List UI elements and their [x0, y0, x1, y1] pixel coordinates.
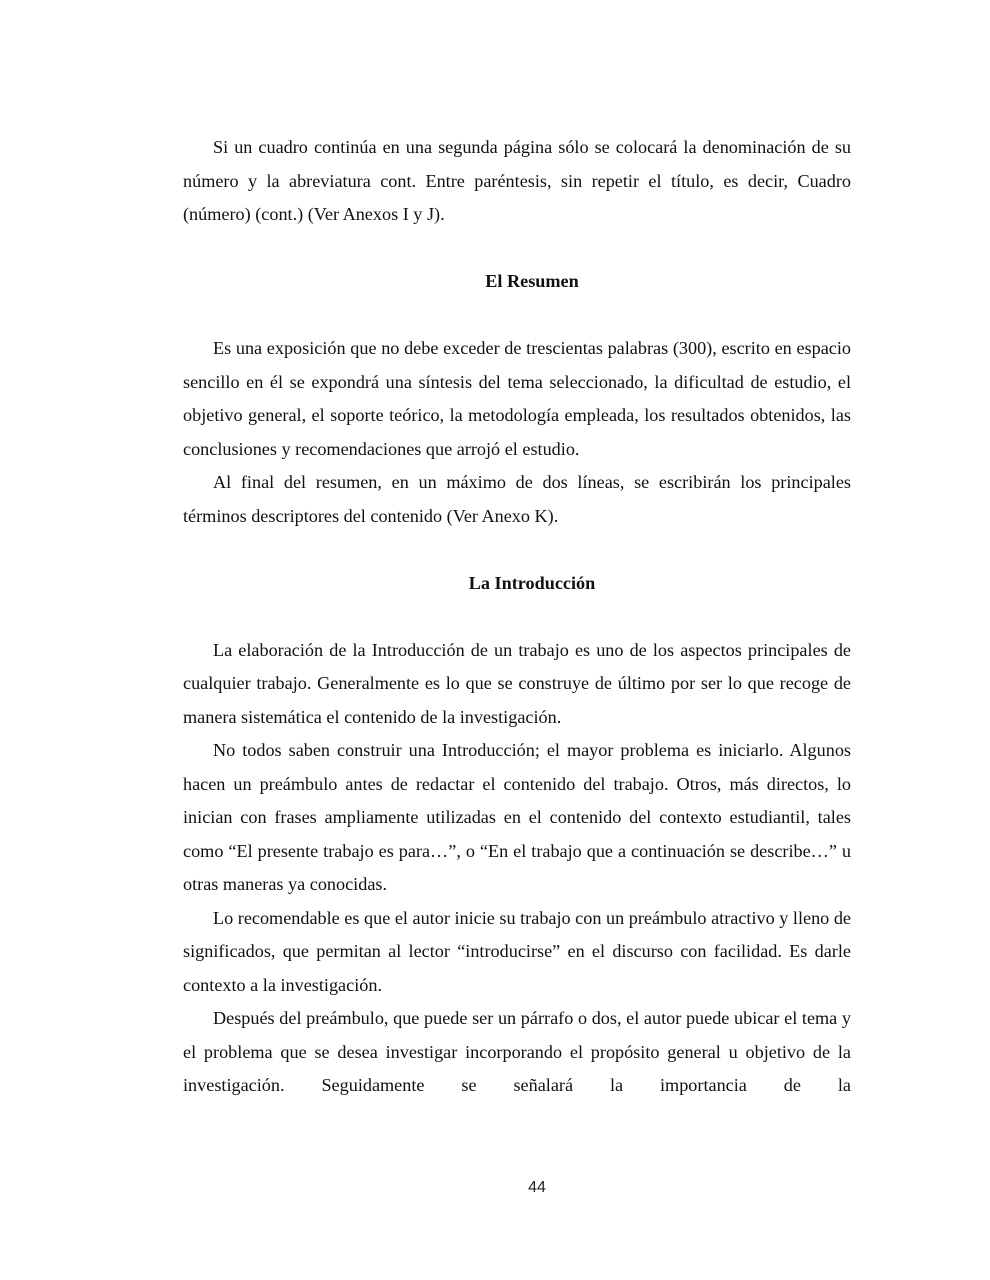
- spacer: [183, 232, 851, 266]
- page-number: 44: [528, 1179, 546, 1196]
- paragraph-resumen-definition: Es una exposición que no debe exceder de trescientas palabras (300), escrito en espacio sencillo en él se expondrá una síntesis del tema seleccionado, la dificultad de estudio, el objetivo general, el soporte teórico, la metodología empleada, los resultados obtenidos, las conclusiones y recomendaciones que arrojó el estudio.: [183, 338, 851, 459]
- paragraph-cuadro-continuation: Si un cuadro continúa en una segunda página sólo se colocará la denominación de su número y la abreviatura cont. Entre paréntesis, sin repetir el título, es decir, Cuadro (número) (cont.) (Ver Anexos I y J).: [183, 137, 851, 224]
- paragraph-introduccion-problem: No todos saben construir una Introducción; el mayor problema es iniciarlo. Algunos hacen un preámbulo antes de redactar el contenido del trabajo. Otros, más directos, lo inician con frases ampliamente utilizadas en el contenido del contexto estudiantil, tales como “El presente trabajo es para…”, o “En el trabajo que a continuación se describe…” u otras maneras ya conocidas.: [183, 740, 851, 894]
- paragraph-introduccion-importance: La elaboración de la Introducción de un trabajo es uno de los aspectos principales de cualquier trabajo. Generalmente es lo que se construye de último por ser lo que recoge de manera sistemática el contenido de la investigación.: [183, 639, 851, 727]
- spacer: [183, 299, 851, 333]
- section-heading-introduccion: La Introducción: [468, 572, 596, 593]
- section-heading-resumen: El Resumen: [485, 271, 579, 291]
- spacer: [183, 600, 851, 634]
- spacer: [183, 533, 851, 567]
- paragraph-introduccion-structure: Después del preámbulo, que puede ser un párrafo o dos, el autor puede ubicar el tema y el problema que se desea investigar incorporando el propósito general u objetivo de la investigación. Seguidamente se señalará la importancia de la: [183, 1008, 851, 1095]
- paragraph-introduccion-recommendation: Lo recomendable es que el autor inicie su trabajo con un preámbulo atractivo y lleno de significados, que permitan al lector “introducirse” en el discurso con facilidad. Es darle contexto a la investigación.: [183, 907, 851, 995]
- document-page: [183, 131, 851, 1103]
- paragraph-resumen-descriptors: Al final del resumen, en un máximo de dos líneas, se escribirán los principales términos descriptores del contenido (Ver Anexo K).: [183, 472, 851, 526]
